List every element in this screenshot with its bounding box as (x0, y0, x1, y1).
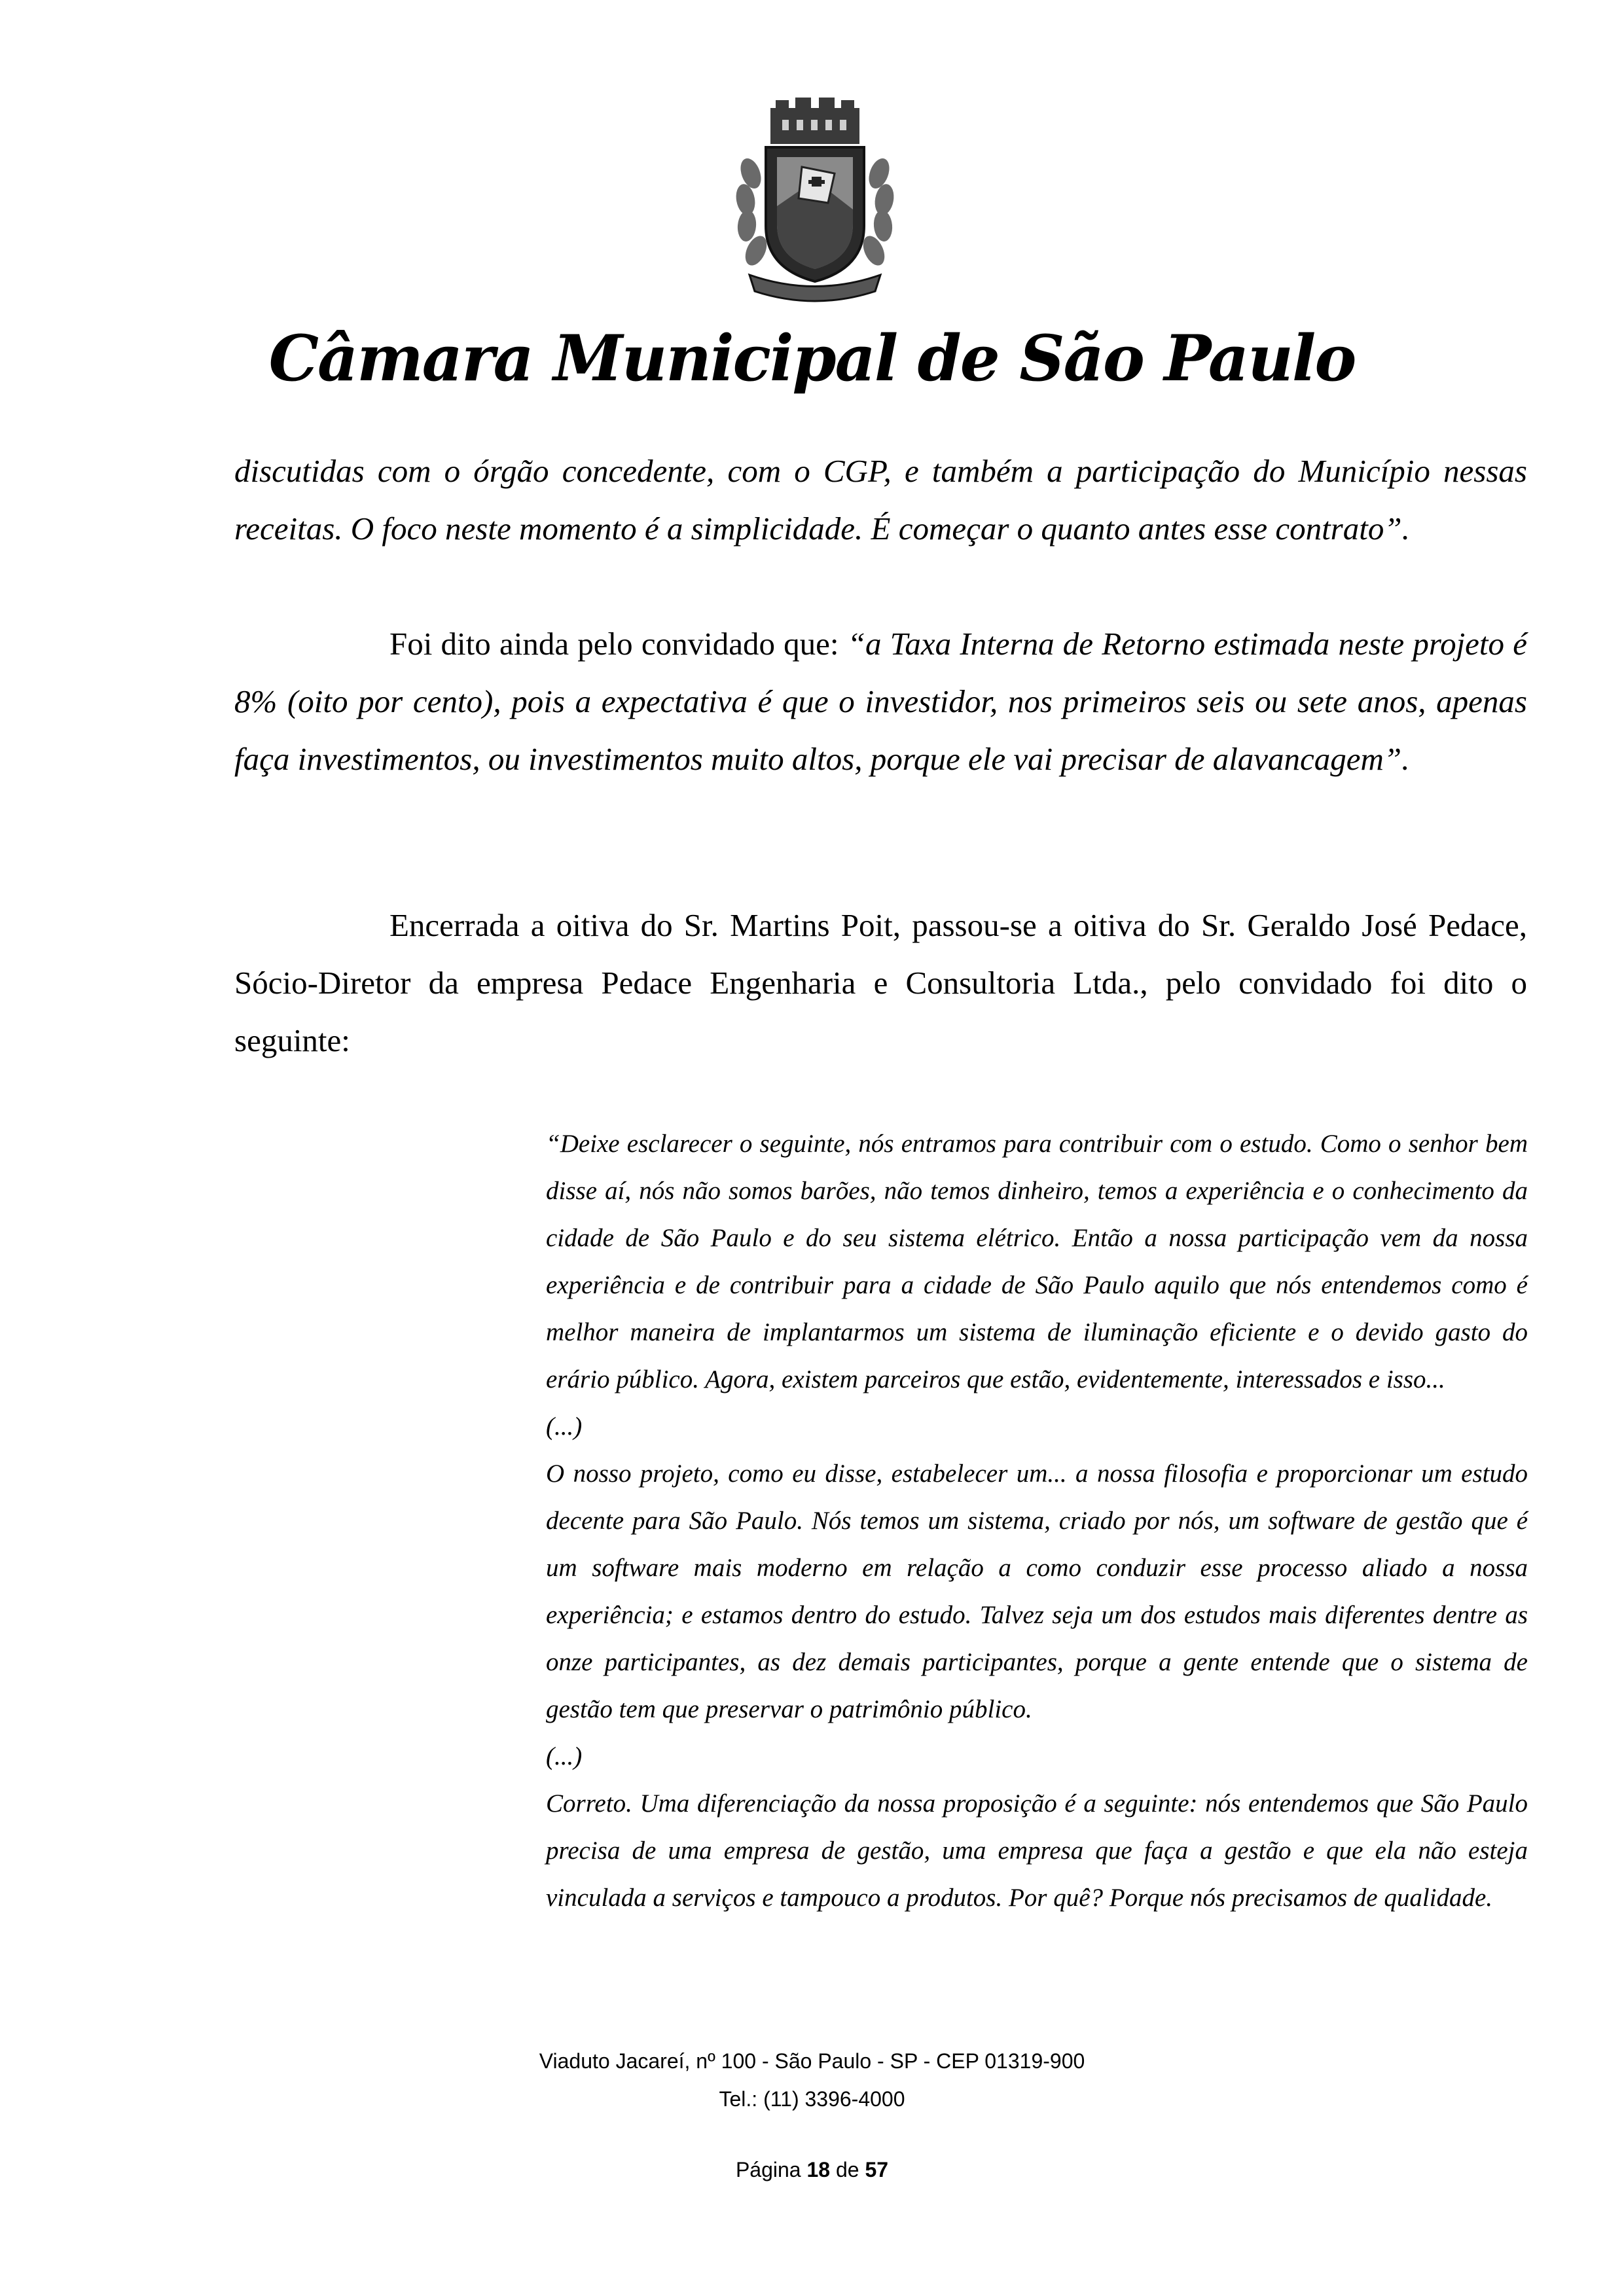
page-footer (0, 2042, 1624, 2189)
body-paragraph-1: discutidas com o órgão concedente, com o CGP, e também a participação do Município nessas receitas. O foco neste momento é a simplicidade. É começar o quanto antes esse contrato”. (234, 453, 1527, 547)
quote-paragraph-3: Correto. Uma diferenciação da nossa proposição é a seguinte: nós entendemos que São Paulo precisa de uma empresa de gestão, uma empresa que faça a gestão e que ela não esteja vinculada a serviços e tampouco a produtos. Por quê? Porque nós precisamos de qualidade. (546, 1789, 1528, 1912)
footer-phone: Tel.: (11) 3396-4000 (719, 2087, 905, 2111)
municipal-coat-of-arms-icon (730, 95, 900, 304)
page-of: de (835, 2158, 859, 2181)
body-paragraph-3: Encerrada a oitiva do Sr. Martins Poit, passou-se a oitiva do Sr. Geraldo José Pedace, Sócio-Diretor da empresa Pedace Engenharia e Consultoria Ltda., pelo convidado foi dito o seguinte: (234, 907, 1527, 1058)
quote-omission-2: (...) (546, 1742, 583, 1770)
quote-paragraph-2: O nosso projeto, como eu disse, estabelecer um... a nossa filosofia e proporcionar um estudo decente para São Paulo. Nós temos um sistema, criado por nós, um software de gestão que é um software mais moderno em relação a como conduzir esse processo aliado a nossa experiência; e estamos dentro do estudo. Talvez seja um dos estudos mais diferentes dentre as onze participantes, as dez demais participantes, porque a gente entende que o sistema de gestão tem que preservar o patrimônio público. (546, 1460, 1528, 1723)
testimony-quote-block (546, 1121, 1528, 1922)
page-total: 57 (865, 2158, 889, 2181)
body-paragraph-2 (234, 615, 1527, 788)
footer-address: Viaduto Jacareí, nº 100 - São Paulo - SP - CEP 01319-900 (539, 2049, 1085, 2073)
paragraph-2-quote: “a Taxa Interna de Retorno estimada neste projeto é 8% (oito por cento), pois a expectativa é que o investidor, nos primeiros seis ou sete anos, apenas faça investimentos, ou investimentos muito altos, porque ele vai precisar de alavancagem”. (234, 626, 1527, 777)
page-number (0, 2151, 1624, 2189)
quote-omission-1: (...) (546, 1412, 583, 1441)
quote-paragraph-1: “Deixe esclarecer o seguinte, nós entramos para contribuir com o estudo. Como o senhor bem disse aí, nós não somos barões, não temos dinheiro, temos a experiência e o conhecimento da cidade de São Paulo e do seu sistema elétrico. Então a nossa participação vem da nossa experiência e de contribuir para a cidade de São Paulo aquilo que nós entendemos como é melhor maneira de implantarmos um sistema de iluminação eficiente e o devido gasto do erário público. Agora, existem parceiros que estão, evidentemente, interessados e isso... (546, 1130, 1528, 1393)
paragraph-2-lead: Foi dito ainda pelo convidado que: (389, 626, 848, 662)
page-title: Câmara Municipal de São Paulo (268, 321, 1356, 395)
page-label: Página (735, 2158, 801, 2181)
page-current: 18 (806, 2158, 831, 2181)
